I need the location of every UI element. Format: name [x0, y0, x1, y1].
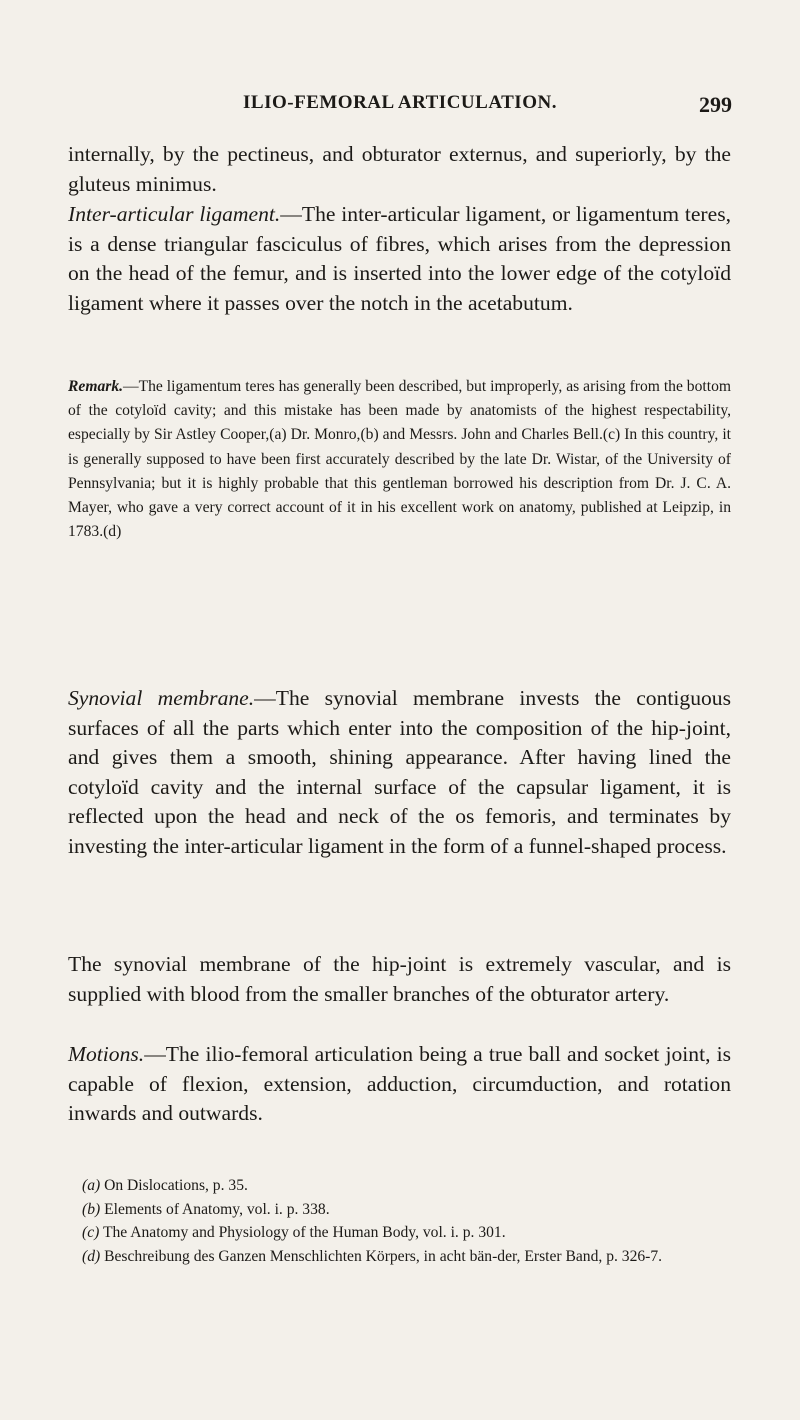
paragraph-2 [68, 200, 731, 318]
footnote-c-text: The Anatomy and Physiology of the Human Body, vol. i. p. 301. [102, 1224, 506, 1241]
running-head: ILIO-FEMORAL ARTICULATION. [243, 92, 557, 113]
footnotes [82, 1174, 732, 1268]
paragraph-1 [68, 140, 731, 199]
footnote-b [82, 1198, 732, 1222]
paragraph-5-text: —The ilio-femoral articulation being a true ball and socket joint, is capable of flexion, extension, adduction, circumduction, and rotation inwards and outwards. [68, 1042, 731, 1126]
footnote-d [82, 1245, 732, 1269]
paragraph-3 [68, 684, 731, 862]
paragraph-5 [68, 1040, 731, 1129]
section-heading-inter-articular-ligament: Inter-articular ligament. [68, 202, 281, 226]
footnote-a [82, 1174, 732, 1198]
footnote-d-text: Beschreibung des Ganzen Menschlichten Körpers, in acht bän-der, Erster Band, p. 326-7. [104, 1247, 663, 1265]
paragraph-4: The synovial membrane of the hip-joint is extremely vascular, and is supplied with blood from the smaller branches of the obturator artery. [68, 952, 731, 1006]
page-number: 299 [699, 92, 732, 117]
footnote-c-mark: (c) [82, 1224, 100, 1241]
paragraph-inter-articular-ligament [68, 200, 731, 318]
paragraph-vascular [68, 950, 731, 1009]
footnote-a-text: On Dislocations, p. 35. [104, 1177, 248, 1194]
section-heading-synovial-membrane: Synovial membrane. [68, 686, 255, 710]
remark-text: —The ligamentum teres has generally been described, but improperly, as arising from the bottom of the cotyloïd cavity; and this mistake has been made by anatomists of the highest respectability, especially by Sir Astley Cooper,(a) Dr. Monro,(b) and Messrs. John and Charles Bell.(c) In this country, it is generally supposed to have been first accurately described by the late Dr. Wistar, of the University of Pennsylvania; but it is highly probable that this gentleman borrowed his description from Dr. J. C. A. Mayer, who gave a very correct account of it in his excellent work on anatomy, published at Leipzip, in 1783.(d) [68, 378, 731, 541]
remark-label: Remark. [68, 378, 124, 395]
paragraph-synovial-membrane [68, 684, 731, 862]
page-header [68, 92, 732, 122]
paragraph-2-text: —The inter-articular ligament, or ligamentum teres, is a dense triangular fasciculus of fibres, which arises from the depression on the head of the femur, and is inserted into the lower edge of the cotyloïd ligament where it passes over the notch in the acetabutum. [68, 202, 731, 315]
footnote-b-text: Elements of Anatomy, vol. i. p. 338. [104, 1200, 330, 1218]
remark-block [68, 375, 731, 544]
paragraph-1-text: internally, by the pectineus, and obturator externus, and superiorly, by the gluteus minimus. [68, 142, 731, 196]
footnote-c [82, 1221, 732, 1245]
footnote-d-mark: (d) [82, 1247, 101, 1265]
footnote-a-mark: (a) [82, 1177, 101, 1194]
section-heading-motions: Motions. [68, 1042, 145, 1066]
paragraph-3-text: —The synovial membrane invests the contiguous surfaces of all the parts which enter into the composition of the hip-joint, and gives them a smooth, shining appearance. After having lined the cotyloïd cavity and the internal surface of the capsular ligament, it is reflected upon the head and neck of the os femoris, and terminates by investing the inter-articular ligament in the form of a funnel-shaped process. [68, 686, 731, 858]
remark-paragraph [68, 375, 731, 544]
footnote-b-mark: (b) [82, 1200, 101, 1218]
paragraph-motions [68, 1040, 731, 1129]
